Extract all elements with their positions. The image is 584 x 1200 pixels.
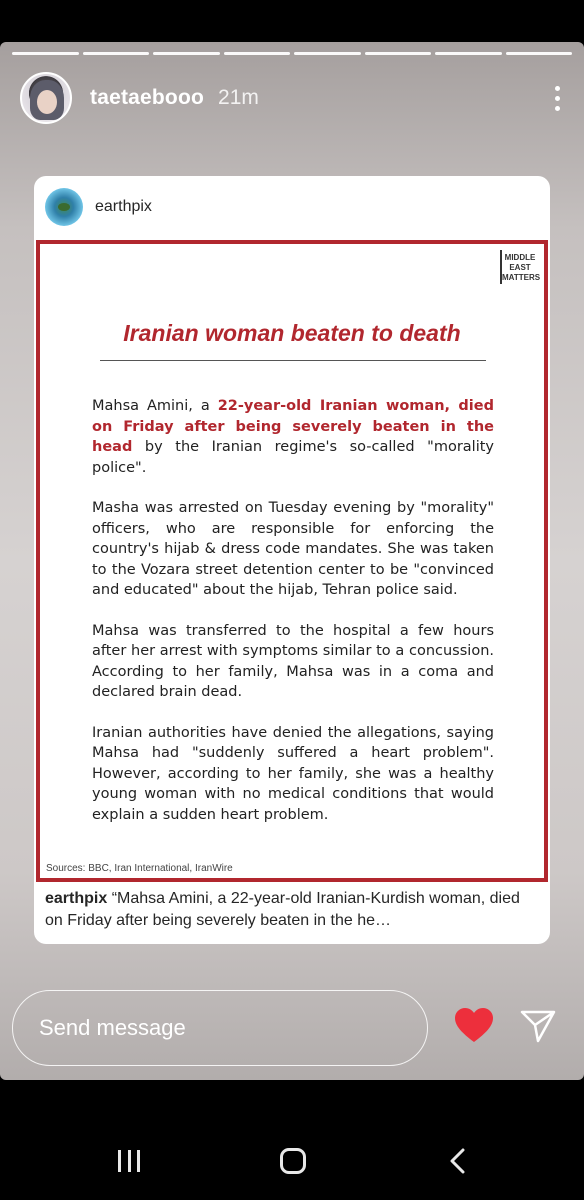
send-message-placeholder: Send message <box>39 1015 186 1040</box>
more-vertical-icon[interactable] <box>555 86 560 111</box>
post-account-name: earthpix <box>95 198 152 215</box>
middle-east-matters-logo: MIDDLE EAST MATTERS <box>500 250 538 284</box>
story-username[interactable]: taetaebooo <box>90 86 205 109</box>
title-divider <box>100 360 486 361</box>
post-caption[interactable] <box>45 888 536 932</box>
user-avatar[interactable] <box>20 72 72 124</box>
post-image-article <box>36 240 548 882</box>
progress-segment <box>435 52 502 55</box>
story-header <box>20 72 564 124</box>
article-body <box>92 396 494 845</box>
system-navigation-bar <box>0 1080 584 1200</box>
article-paragraph-3: Mahsa was transferred to the hospital a few hours after her arrest with symptoms similar to a concussion. According to her family, Mahsa was in a coma and declared brain dead. <box>92 622 494 700</box>
progress-segment <box>153 52 220 55</box>
article-paragraph-2: Masha was arrested on Tuesday evening by "morality" officers, who are responsible for enforcing the country's hijab & dress code mandates. She was taken to the Vozara street detention center to be "convinced and educated" about the hijab, Tehran police said. <box>92 500 494 598</box>
caption-text: “Mahsa Amini, a 22-year-old Iranian-Kurdish woman, died on Friday after being severely beaten in the he… <box>45 890 520 929</box>
article-paragraph-4: Iranian authorities have denied the allegations, saying Mahsa had "suddenly suffered a heart problem". However, according to her family, she was a healthy young woman with no medical conditions that would explain a sudden heart problem. <box>92 724 494 823</box>
progress-segment <box>83 52 150 55</box>
progress-segment <box>224 52 291 55</box>
heart-icon[interactable] <box>454 1008 494 1044</box>
progress-segment <box>294 52 361 55</box>
send-message-input[interactable] <box>12 990 428 1066</box>
story-viewer[interactable] <box>0 42 584 1080</box>
post-header[interactable] <box>34 176 550 238</box>
shared-post-card[interactable] <box>34 176 550 944</box>
send-icon[interactable] <box>520 1008 556 1044</box>
story-time-ago: 21m <box>218 86 259 109</box>
story-progress-bar <box>12 52 572 55</box>
avatar-face <box>37 90 57 114</box>
progress-segment <box>365 52 432 55</box>
back-icon[interactable] <box>448 1148 466 1174</box>
article-sources: Sources: BBC, Iran International, IranWire <box>46 863 233 874</box>
progress-segment <box>506 52 573 55</box>
article-title: Iranian woman beaten to death <box>123 320 461 346</box>
home-icon[interactable] <box>280 1148 306 1174</box>
article-paragraph-1: Mahsa Amini, a 22-year-old Iranian woman, died on Friday after being severely beaten in the head by the Iranian regime's so-called "morality police". <box>92 398 494 476</box>
recent-apps-icon[interactable] <box>118 1150 140 1172</box>
progress-segment <box>12 52 79 55</box>
post-account-avatar <box>45 188 83 226</box>
caption-account: earthpix <box>45 890 108 907</box>
